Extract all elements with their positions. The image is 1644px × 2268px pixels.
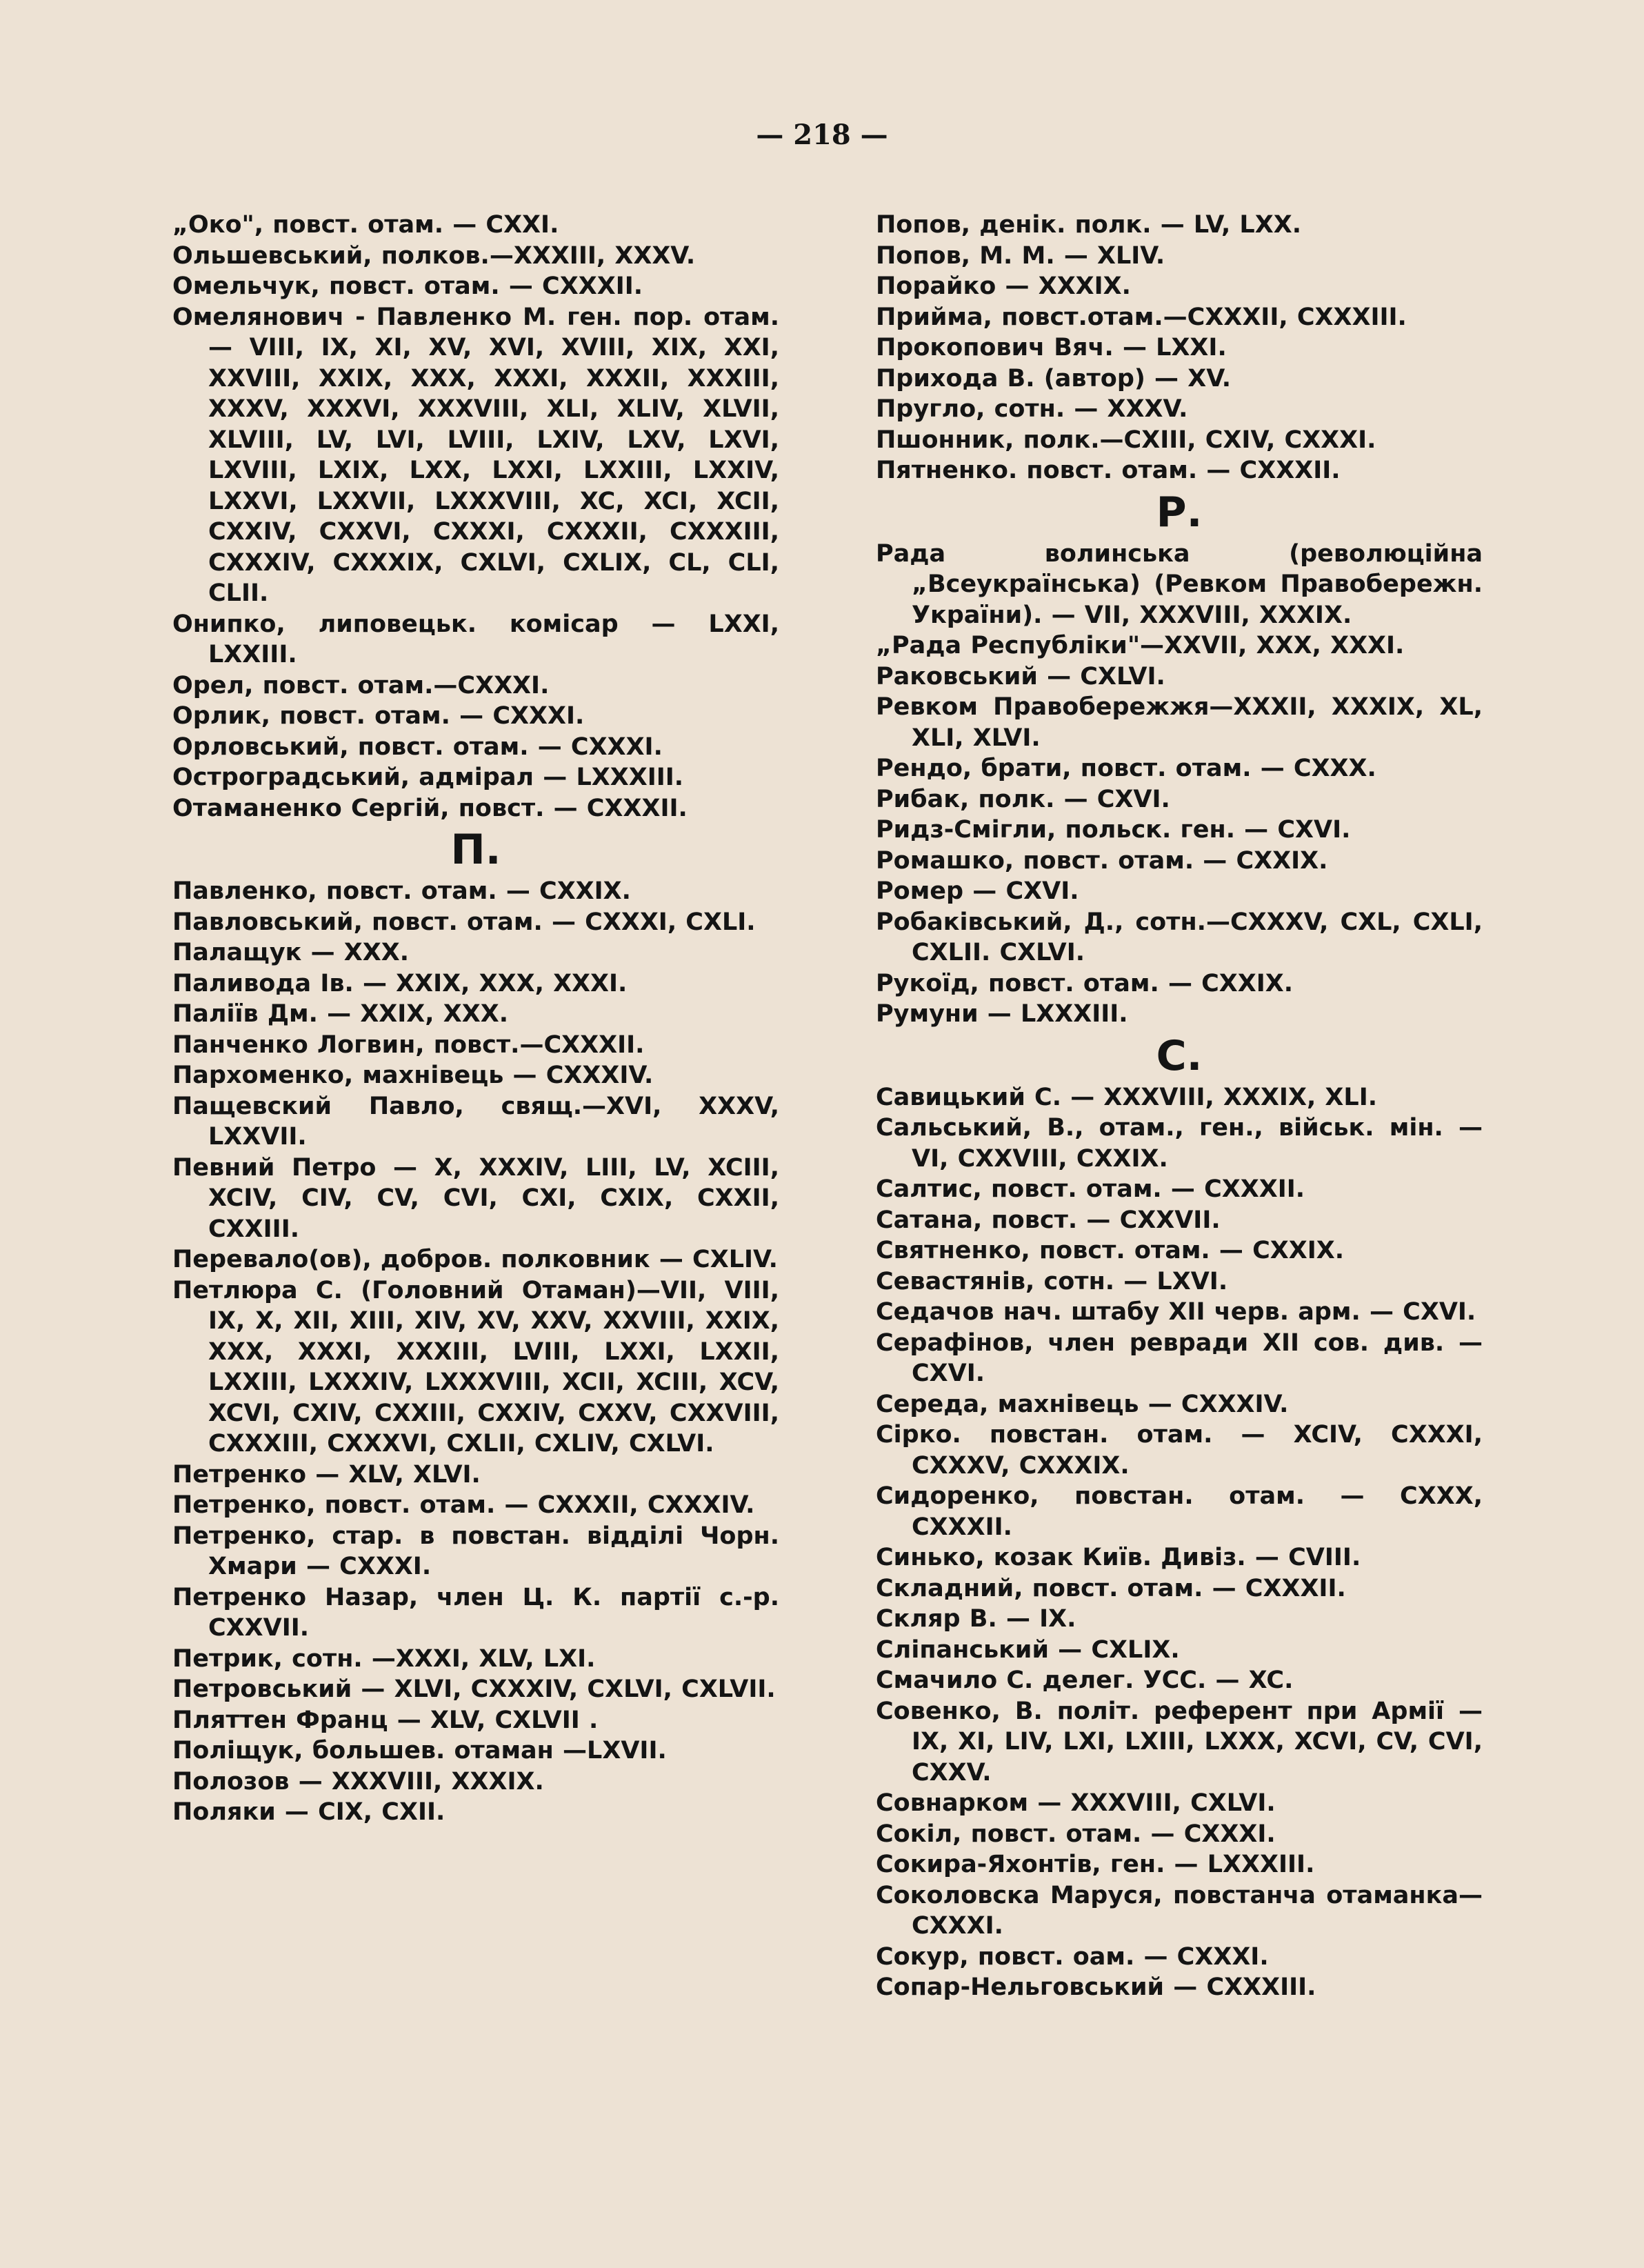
index-entry: Прокопович Вяч. — LXXI. [876, 334, 1227, 361]
index-entry: Прихода В. (автор) — XV. [876, 364, 1232, 392]
index-entry: Перевало(ов), добров. полковник — CXLIV. [172, 1246, 778, 1273]
index-entry: Рукоїд, повст. отам. — CXXIX. [876, 969, 1294, 997]
index-entry: Ромашко, повст. отам. — CXXIX. [876, 846, 1328, 875]
index-entry: Сатана, повст. — CXXVII. [876, 1206, 1221, 1234]
index-entry: Пащевский Павло, свящ.—XVI, XXXV, LXXVII. [172, 1092, 779, 1151]
index-entry: Седачов нач. штабу XII черв. арм. — CXVI. [876, 1298, 1476, 1326]
index-entry: Соколовска Маруся, повстанча отаманка—CXXXI. [876, 1881, 1483, 1940]
index-entry: Сліпанський — CXLIX. [876, 1635, 1180, 1664]
index-entry: Поляки — CIX, CXII. [172, 1798, 445, 1826]
index-entry: Остроградський, адмірал — LXXXIII. [172, 764, 684, 791]
index-entry: Певний Петро — X, XXXIV, LIII, LV, XCIII, XCIV, CIV, CV, CVI, CXI, CXIX, CXXII, CXXIII. [172, 1153, 779, 1243]
index-entry: Пляттен Франц — XLV, CXLVII . [172, 1706, 599, 1734]
index-entry: Румуни — LXXXIII. [876, 1000, 1128, 1028]
index-entry: Сидоренко, повстан. отам. — CXXX, CXXXII. [876, 1482, 1483, 1541]
index-entry: Севастянів, сотн. — LXVI. [876, 1267, 1228, 1295]
index-entry: Робаківський, Д., сотн.—CXXXV, CXL, CXLI, CXLII. CXLVI. [876, 908, 1483, 966]
index-entry: Петрик, сотн. —XXXI, XLV, LXI. [172, 1644, 596, 1673]
index-entry: Совнарком — XXXVIII, CXLVI. [876, 1789, 1276, 1817]
index-entry: Смачило С. делег. УСС. — XC. [876, 1667, 1294, 1694]
index-entry: Прийма, повст.отам.—CXXXII, CXXXIII. [876, 303, 1407, 331]
index-entry: Петровський — XLVI, CXXXIV, CXLVI, CXLVII. [172, 1675, 776, 1703]
index-entry: Омелянович - Павленко М. ген. пор. отам. — VIII, IX, XI, XV, XVI, XVIII, XIX, XXI, XXVIII, XXIX, XXX, XXXI, XXXII, XXXIII, XXXV, XXXVI, XXXVIII, XLI, XLIV, XLVII, XLVIII, LV, LVI, LVIII, LXIV, LXV, LXVI, LXVIII, LXIX, LXX, LXXI, LXXIII, LXXIV, LXXVI, LXXVII, LXXXVIII, XC, XCI, XCII, CXXIV, CXXVI, CXXXI, CXXXII, CXXXIII, CXXXIV, CXXXIX, CXLVI, CXLIX, CL, CLI, CLII. [172, 303, 779, 607]
index-entry: Рада волинська (революційна „Всеукраїнська) (Ревком Правобережн. України). — VII, XXXVIII, XXXIX. [876, 539, 1483, 629]
index-entry: Пятненко. повст. отам. — CXXXII. [876, 457, 1341, 484]
index-entry: Палащук — XXX. [172, 939, 410, 966]
index-entry: Петлюра С. (Головний Отаман)—VII, VIII, IX, X, XII, XIII, XIV, XV, XXV, XXVIII, XXIX, XXX, XXXI, XXXIII, LVIII, LXXI, LXXII, LXXIII, LXXXIV, LXXXVIII, XCII, XCIII, XCV, XCVI, CXIV, CXXIII, CXXIV, CXXV, CXXVIII, CXXXIII, CXXXVI, CXLII, CXLIV, CXLVI. [172, 1276, 779, 1458]
index-entry: Святненко, повст. отам. — CXXIX. [876, 1237, 1345, 1264]
index-entry: Ревком Правобережжя—XXXII, XXXIX, XL, XLI, XLVI. [876, 693, 1483, 752]
index-column-left [172, 210, 779, 1828]
index-entry: Ридз-Смігли, польск. ген. — CXVI. [876, 816, 1351, 844]
index-entry: Синько, козак Київ. Дивіз. — CVIII. [876, 1544, 1361, 1571]
index-entry: Паливода Ів. — XXIX, XXX, XXXI. [172, 969, 628, 997]
index-entry: Скляр В. — IX. [876, 1605, 1076, 1633]
index-entry: Сальський, В., отам., ген., військ. мін. — VI, CXXVIII, CXXIX. [876, 1114, 1483, 1173]
index-entry: Орел, повст. отам.—CXXXI. [172, 671, 550, 699]
index-entry: Салтис, повст. отам. — CXXXII. [876, 1175, 1305, 1203]
index-entry: Павловський, повст. отам. — CXXXI, CXLI. [172, 908, 756, 936]
index-entry: Рендо, брати, повст. отам. — CXXX. [876, 755, 1376, 782]
index-entry: Петренко — XLV, XLVI. [172, 1460, 481, 1489]
section-letter-heading: Р. [1156, 488, 1203, 537]
index-entry: Сокира-Яхонтів, ген. — LXXXIII. [876, 1851, 1315, 1878]
index-entry: Сокіл, повст. отам. — CXXXI. [876, 1820, 1276, 1848]
index-entry: Орлик, повст. отам. — CXXXI. [172, 702, 585, 730]
index-entry: Попов, М. М. — XLIV. [876, 241, 1165, 270]
index-entry: Серафінов, член ревради XII сов. див. — CXVI. [876, 1329, 1483, 1387]
index-entry: Ольшевський, полков.—XXXIII, XXXV. [172, 241, 696, 270]
index-entry: Порайко — XXXIX. [876, 272, 1131, 300]
index-column-right [876, 210, 1483, 2003]
index-entry: Полозов — XXXVIII, XXXIX. [172, 1767, 544, 1796]
index-entry: Сопар-Нельговський — CXXXIII. [876, 1973, 1316, 2001]
index-entry: Онипко, липовецьк. комісар — LXXI, LXXIII. [172, 610, 779, 668]
index-entry: Петренко Назар, член Ц. К. партії с.-р. CXXVII. [172, 1583, 779, 1642]
index-entry: Сокур, повст. оам. — CXXXI. [876, 1942, 1269, 1971]
index-entry: Ромер — CXVI. [876, 877, 1079, 905]
index-entry: Сірко. повстан. отам. — XCIV, CXXXI, CXXXV, CXXXIX. [876, 1421, 1483, 1480]
index-entry: Павленко, повст. отам. — CXXIX. [172, 877, 631, 905]
index-entry: Складний, повст. отам. — CXXXII. [876, 1574, 1346, 1602]
index-entry: Раковський — CXLVI. [876, 662, 1165, 690]
index-entry: Пругло, сотн. — XXXV. [876, 395, 1188, 423]
index-entry: Совенко, В. політ. референт при Армії — IX, XI, LIV, LXI, LXIII, LXXX, XCVI, CV, CVI, CXXV. [876, 1697, 1483, 1787]
section-letter-heading: С. [1156, 1031, 1203, 1080]
index-entry: Отаманенко Сергій, повст. — CXXXII. [172, 794, 688, 822]
page-number: — 218 — [756, 119, 888, 151]
index-entry: Рибак, полк. — CXVI. [876, 785, 1170, 813]
index-entry: „Око", повст. отам. — CXXI. [172, 211, 559, 239]
index-entry: Орловський, повст. отам. — CXXXI. [172, 733, 663, 761]
index-entry: Поліщук, большев. отаман —LXVII. [172, 1737, 667, 1764]
index-entry: Середа, махнівець — CXXXIV. [876, 1390, 1289, 1418]
section-letter-heading: П. [450, 826, 501, 874]
index-entry: Омельчук, повст. отам. — CXXXII. [172, 272, 643, 300]
index-entry: Паліїв Дм. — XXIX, XXX. [172, 1000, 509, 1028]
index-entry: Савицький С. — XXXVIII, XXXIX, XLI. [876, 1083, 1378, 1111]
index-entry: Панченко Логвин, повст.—CXXXII. [172, 1031, 645, 1059]
index-entry: Петренко, стар. в повстан. відділі Чорн. Хмари — CXXXI. [172, 1522, 779, 1580]
index-entry: „Рада Республіки"—XXVII, XXX, XXXI. [876, 632, 1405, 659]
index-entry: Пархоменко, махнівець — CXXXIV. [172, 1062, 654, 1089]
index-entry: Попов, денік. полк. — LV, LXX. [876, 211, 1302, 239]
index-entry: Петренко, повст. отам. — CXXXII, CXXXIV. [172, 1491, 755, 1519]
index-entry: Пшонник, полк.—CXIII, CXIV, CXXXI. [876, 426, 1376, 454]
